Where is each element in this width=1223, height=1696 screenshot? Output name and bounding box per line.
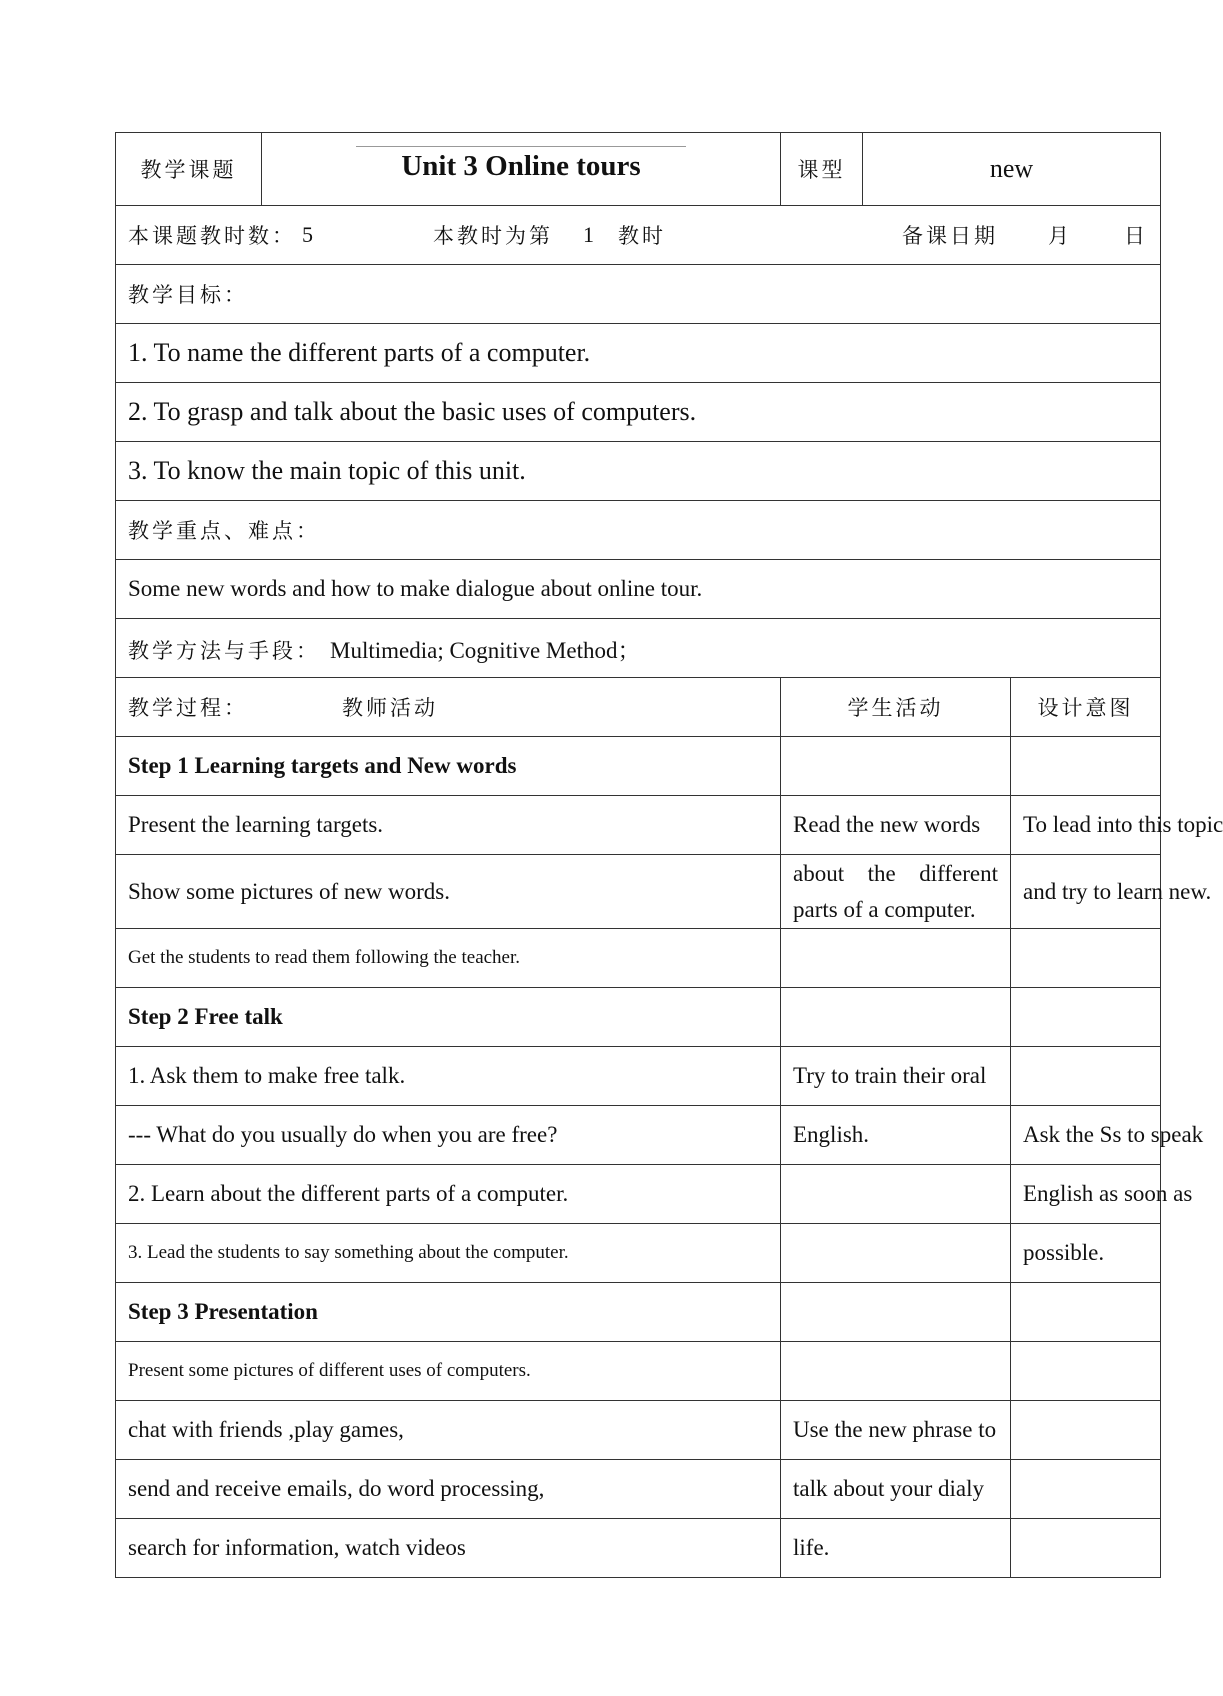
intent-cell [1011,1401,1161,1460]
intent-cell [1011,737,1161,796]
key-points-heading-row [116,501,1161,560]
step-heading: Step 3 Presentation [116,1283,781,1342]
table-row [116,1460,1161,1519]
table-row [116,1224,1161,1283]
teacher-cell: 1. Ask them to make free talk. [116,1047,781,1106]
step-heading: Step 2 Free talk [116,988,781,1047]
table-row [116,1342,1161,1401]
prep-date-label: 备课日期 [902,224,999,248]
teacher-cell: 2. Learn about the different parts of a computer. [116,1165,781,1224]
student-cell-line [793,856,998,892]
step-heading: Step 1 Learning targets and New words [116,737,781,796]
key-points-row [116,560,1161,619]
methods-label: 教学方法与手段： [128,638,320,663]
day-label: 日 [1124,224,1149,248]
header-row [116,133,1161,206]
teacher-cell: Get the students to read them following the teacher. [116,929,781,988]
objective-item: 1. To name the different parts of a computer. [116,324,1161,383]
student-word: different [919,860,998,886]
teacher-cell: --- What do you usually do when you are free? [116,1106,781,1165]
student-cell: Try to train their oral [781,1047,1011,1106]
title-rule [356,146,686,147]
key-points-heading: 教学重点、难点： [116,501,1161,560]
student-activity-header: 学生活动 [781,678,1011,737]
meta-cell [116,206,1161,265]
student-cell-line: parts of a computer. [793,896,976,922]
type-value: new [863,133,1161,206]
teacher-activity-header: 教师活动 [342,696,438,720]
student-cell [781,1165,1011,1224]
total-periods-label: 本课题教时数： [128,224,296,248]
current-period-value: 1 [583,222,594,247]
student-word: the [867,860,896,886]
topic-label: 教学课题 [116,133,262,206]
table-row [116,929,1161,988]
intent-cell [1011,1519,1161,1578]
intent-cell [1011,988,1161,1047]
intent-cell [1011,1342,1161,1401]
teacher-cell: send and receive emails, do word processing, [116,1460,781,1519]
student-cell: English. [781,1106,1011,1165]
current-period-prefix: 本教时为第 [433,224,553,248]
intent-cell: and try to learn new. [1011,855,1161,929]
table-row [116,796,1161,855]
intent-cell: English as soon as [1011,1165,1161,1224]
teacher-cell: chat with friends ,play games, [116,1401,781,1460]
teacher-cell: Present some pictures of different uses of computers. [116,1342,781,1401]
student-cell [781,988,1011,1047]
meta-line [128,220,1148,250]
student-cell [781,737,1011,796]
objectives-heading-row [116,265,1161,324]
current-period-suffix: 教时 [618,224,666,248]
table-row [116,855,1161,929]
key-points-text: Some new words and how to make dialogue about online tour. [116,560,1161,619]
intent-cell [1011,929,1161,988]
process-label: 教学过程： [128,696,248,720]
month-label: 月 [1048,224,1073,248]
table-row [116,1165,1161,1224]
intent-cell [1011,1283,1161,1342]
table-row [116,988,1161,1047]
table-row [116,737,1161,796]
student-cell [781,1224,1011,1283]
table-row [116,1283,1161,1342]
student-cell: Use the new phrase to [781,1401,1011,1460]
intent-cell [1011,1460,1161,1519]
objective-item: 2. To grasp and talk about the basic uses of computers. [116,383,1161,442]
student-cell [781,929,1011,988]
objective-item: 3. To know the main topic of this unit. [116,442,1161,501]
teacher-cell: search for information, watch videos [116,1519,781,1578]
objective-row [116,324,1161,383]
objective-row [116,442,1161,501]
intent-cell: possible. [1011,1224,1161,1283]
design-intent-header: 设计意图 [1011,678,1161,737]
intent-cell [1011,1047,1161,1106]
meta-row [116,206,1161,265]
student-cell [781,1342,1011,1401]
intent-cell: Ask the Ss to speak [1011,1106,1161,1165]
teacher-cell: 3. Lead the students to say something about the computer. [116,1224,781,1283]
type-label: 课型 [781,133,863,206]
student-cell: Read the new words [781,796,1011,855]
table-row [116,1401,1161,1460]
table-row [116,1519,1161,1578]
teacher-cell: Show some pictures of new words. [116,855,781,929]
objective-row [116,383,1161,442]
total-periods-value: 5 [302,222,313,247]
student-cell: talk about your dialy [781,1460,1011,1519]
topic-title-cell [262,133,781,206]
student-word: about [793,860,845,886]
methods-row [116,619,1161,678]
student-cell [781,855,1011,929]
table-row [116,1047,1161,1106]
process-header-row [116,678,1161,737]
process-teacher-header-cell [116,678,781,737]
student-cell [781,1283,1011,1342]
methods-cell [116,619,1161,678]
methods-value: Multimedia; Cognitive Method； [330,637,641,663]
page-title: Unit 3 Online tours [401,149,641,182]
objectives-heading: 教学目标： [116,265,1161,324]
teacher-cell: Present the learning targets. [116,796,781,855]
student-cell: life. [781,1519,1011,1578]
table-row [116,1106,1161,1165]
lesson-plan-table [115,132,1223,1578]
intent-cell: To lead into this topic [1011,796,1161,855]
